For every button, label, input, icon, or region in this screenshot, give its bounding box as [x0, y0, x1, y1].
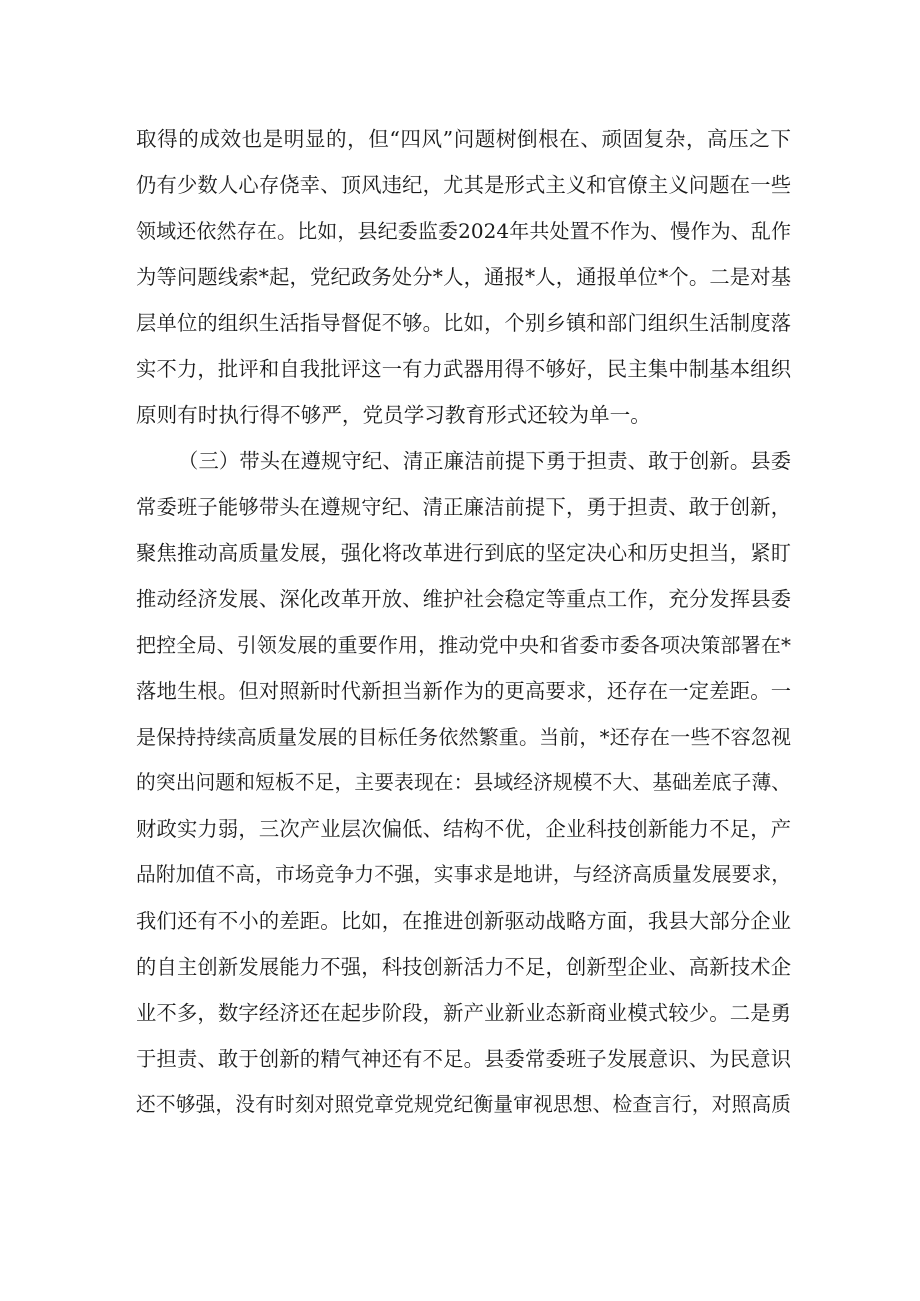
paragraph-1: [136, 116, 791, 438]
text-line: 业不多，数字经济还在起步阶段，新产业新业态新商业模式较少。二是勇: [136, 1001, 791, 1025]
text-line: 取得的成效也是明显的，但“四风”问题树倒根在、顽固复杂，高压之下: [136, 127, 791, 151]
text-line: 原则有时执行得不够严，党员学习教育形式还较为单一。: [136, 403, 651, 427]
text-line: 聚焦推动高质量发展，强化将改革进行到底的坚定决心和历史担当，紧盯: [136, 541, 791, 565]
section-heading-line: （三）带头在遵规守纪、清正廉洁前提下勇于担责、敢于创新。县委: [178, 449, 791, 473]
text-line: 还不够强，没有时刻对照党章党规党纪衡量审视思想、检查言行，对照高质: [136, 1093, 791, 1116]
text-line: 于担责、敢于创新的精气神还有不足。县委常委班子发展意识、为民意识: [136, 1047, 791, 1071]
paragraph-2: [136, 438, 791, 1128]
text-line: 实不力，批评和自我批评这一有力武器用得不够好，民主集中制基本组织: [136, 357, 791, 381]
document-body: [136, 116, 791, 1128]
text-line: 为等问题线索*起，党纪政务处分*人，通报*人，通报单位*个。二是对基: [136, 265, 791, 289]
text-line: 仍有少数人心存侥幸、顶风违纪，尤其是形式主义和官僚主义问题在一些: [136, 173, 791, 197]
text-line: 落地生根。但对照新时代新担当新作为的更高要求，还存在一定差距。一: [136, 679, 791, 703]
text-line: 层单位的组织生活指导督促不够。比如，个别乡镇和部门组织生活制度落: [136, 311, 791, 335]
text-line: 的自主创新发展能力不强，科技创新活力不足，创新型企业、高新技术企: [136, 955, 791, 979]
text-line: 是保持持续高质量发展的目标任务依然繁重。当前，*还存在一些不容忽视: [136, 725, 791, 749]
text-line: 推动经济发展、深化改革开放、维护社会稳定等重点工作，充分发挥县委: [136, 587, 791, 611]
text-line: 把控全局、引领发展的重要作用，推动党中央和省委市委各项决策部署在*: [136, 633, 791, 657]
text-line: 品附加值不高，市场竞争力不强，实事求是地讲，与经济高质量发展要求，: [136, 863, 791, 886]
text-line: 我们还有不小的差距。比如，在推进创新驱动战略方面，我县大部分企业: [136, 909, 791, 933]
text-line: 的突出问题和短板不足，主要表现在：县域经济规模不大、基础差底子薄、: [136, 771, 791, 794]
text-line: 财政实力弱，三次产业层次偏低、结构不优，企业科技创新能力不足，产: [136, 817, 791, 841]
text-line: 常委班子能够带头在遵规守纪、清正廉洁前提下，勇于担责、敢于创新，: [136, 495, 791, 519]
text-line: 领域还依然存在。比如，县纪委监委2024年共处置不作为、慢作为、乱作: [136, 219, 791, 243]
